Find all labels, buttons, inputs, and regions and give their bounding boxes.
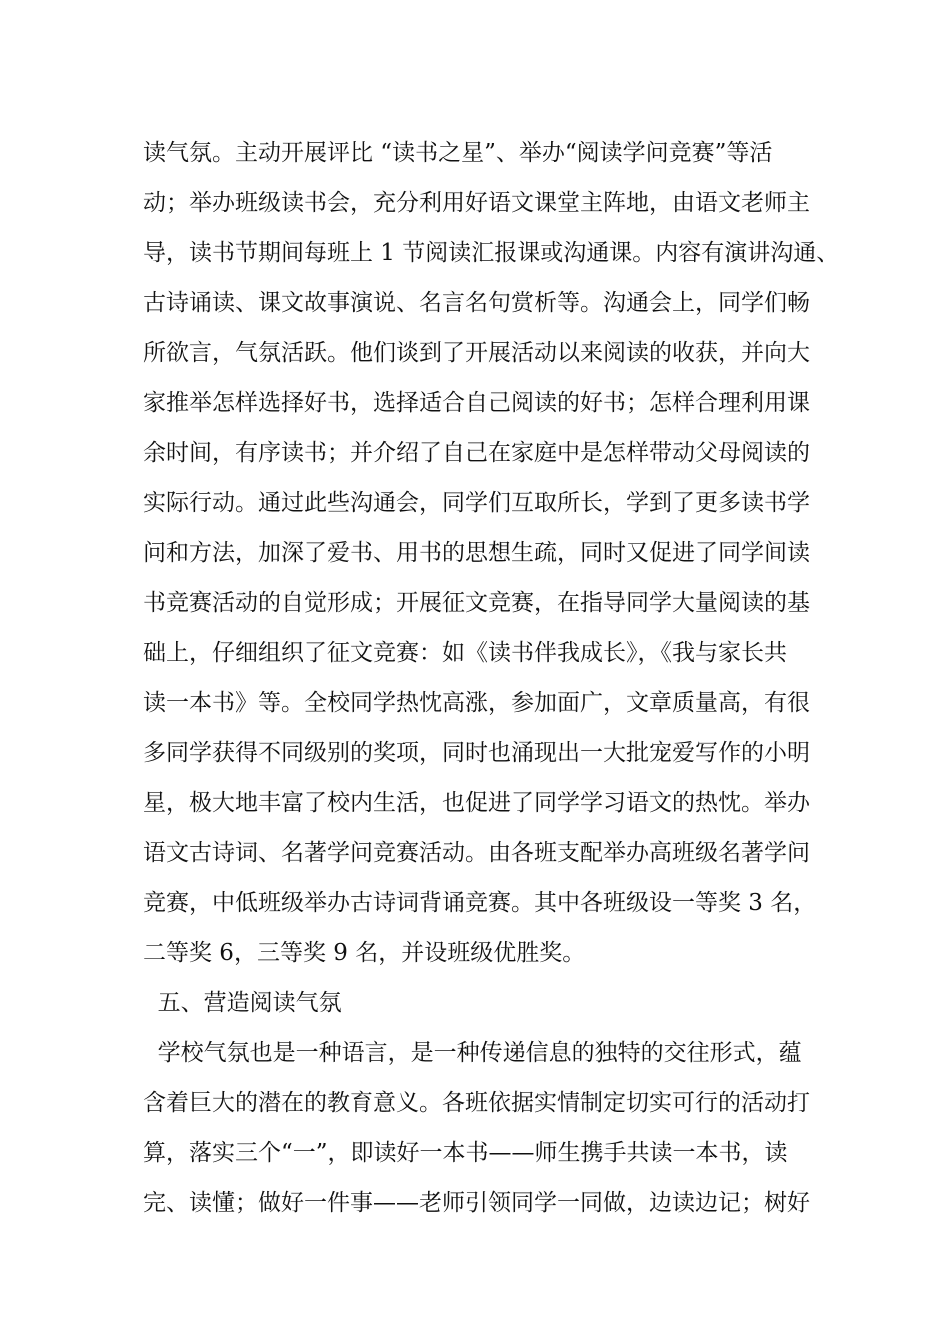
text-line: 读一本书》等。全校同学热忱高涨，参加面广，文章质量高，有很 — [143, 690, 810, 716]
text-line: 含着巨大的潜在的教育意义。各班依据实情制定切实可行的活动打 — [143, 1090, 810, 1116]
text-line: 实际行动。通过此些沟通会，同学们互取所长，学到了更多读书学 — [143, 490, 810, 516]
text-line: 家推举怎样选择好书，选择适合自己阅读的好书；怎样合理利用课 — [143, 390, 810, 416]
text-line: 古诗诵读、课文故事演说、名言名句赏析等。沟通会上，同学们畅 — [143, 290, 810, 316]
text-line: 所欲言，气氛活跃。他们谈到了开展活动以来阅读的收获，并向大 — [143, 340, 810, 366]
text-line: 础上，仔细组织了征文竞赛：如《读书伴我成长》，《我与家长共 — [143, 640, 787, 666]
text-line: 读气氛。主动开展评比 “读书之星”、举办“阅读学问竞赛”等活 — [143, 140, 773, 166]
text-line: 余时间，有序读书；并介绍了自己在家庭中是怎样带动父母阅读的 — [143, 440, 810, 466]
text-line: 问和方法，加深了爱书、用书的思想生疏，同时又促进了同学间读 — [143, 540, 810, 566]
text-line: 星，极大地丰富了校内生活，也促进了同学学习语文的热忱。举办 — [143, 790, 810, 816]
text-line: 学校气氛也是一种语言，是一种传递信息的独特的交往形式，蕴 — [143, 1040, 802, 1066]
text-line: 书竞赛活动的自觉形成；开展征文竞赛，在指导同学大量阅读的基 — [143, 590, 810, 616]
text-line: 导，读书节期间每班上 1 节阅读汇报课或沟通课。内容有演讲沟通、 — [143, 240, 840, 266]
text-line: 完、读懂；做好一件事——老师引领同学一同做，边读边记；树好 — [143, 1190, 810, 1216]
section-heading: 五、营造阅读气氛 — [143, 990, 342, 1016]
text-line: 多同学获得不同级别的奖项，同时也涌现出一大批宠爱写作的小明 — [143, 740, 810, 766]
text-line: 竞赛，中低班级举办古诗词背诵竞赛。其中各班级设一等奖 3 名， — [143, 890, 817, 916]
text-line: 动；举办班级读书会，充分利用好语文课堂主阵地，由语文老师主 — [143, 190, 810, 216]
text-line: 算，落实三个“一”，即读好一本书——师生携手共读一本书，读 — [143, 1140, 788, 1166]
text-line: 二等奖 6，三等奖 9 名，并设班级优胜奖。 — [143, 940, 586, 966]
text-line: 语文古诗词、名著学问竞赛活动。由各班支配举办高班级名著学问 — [143, 840, 810, 866]
